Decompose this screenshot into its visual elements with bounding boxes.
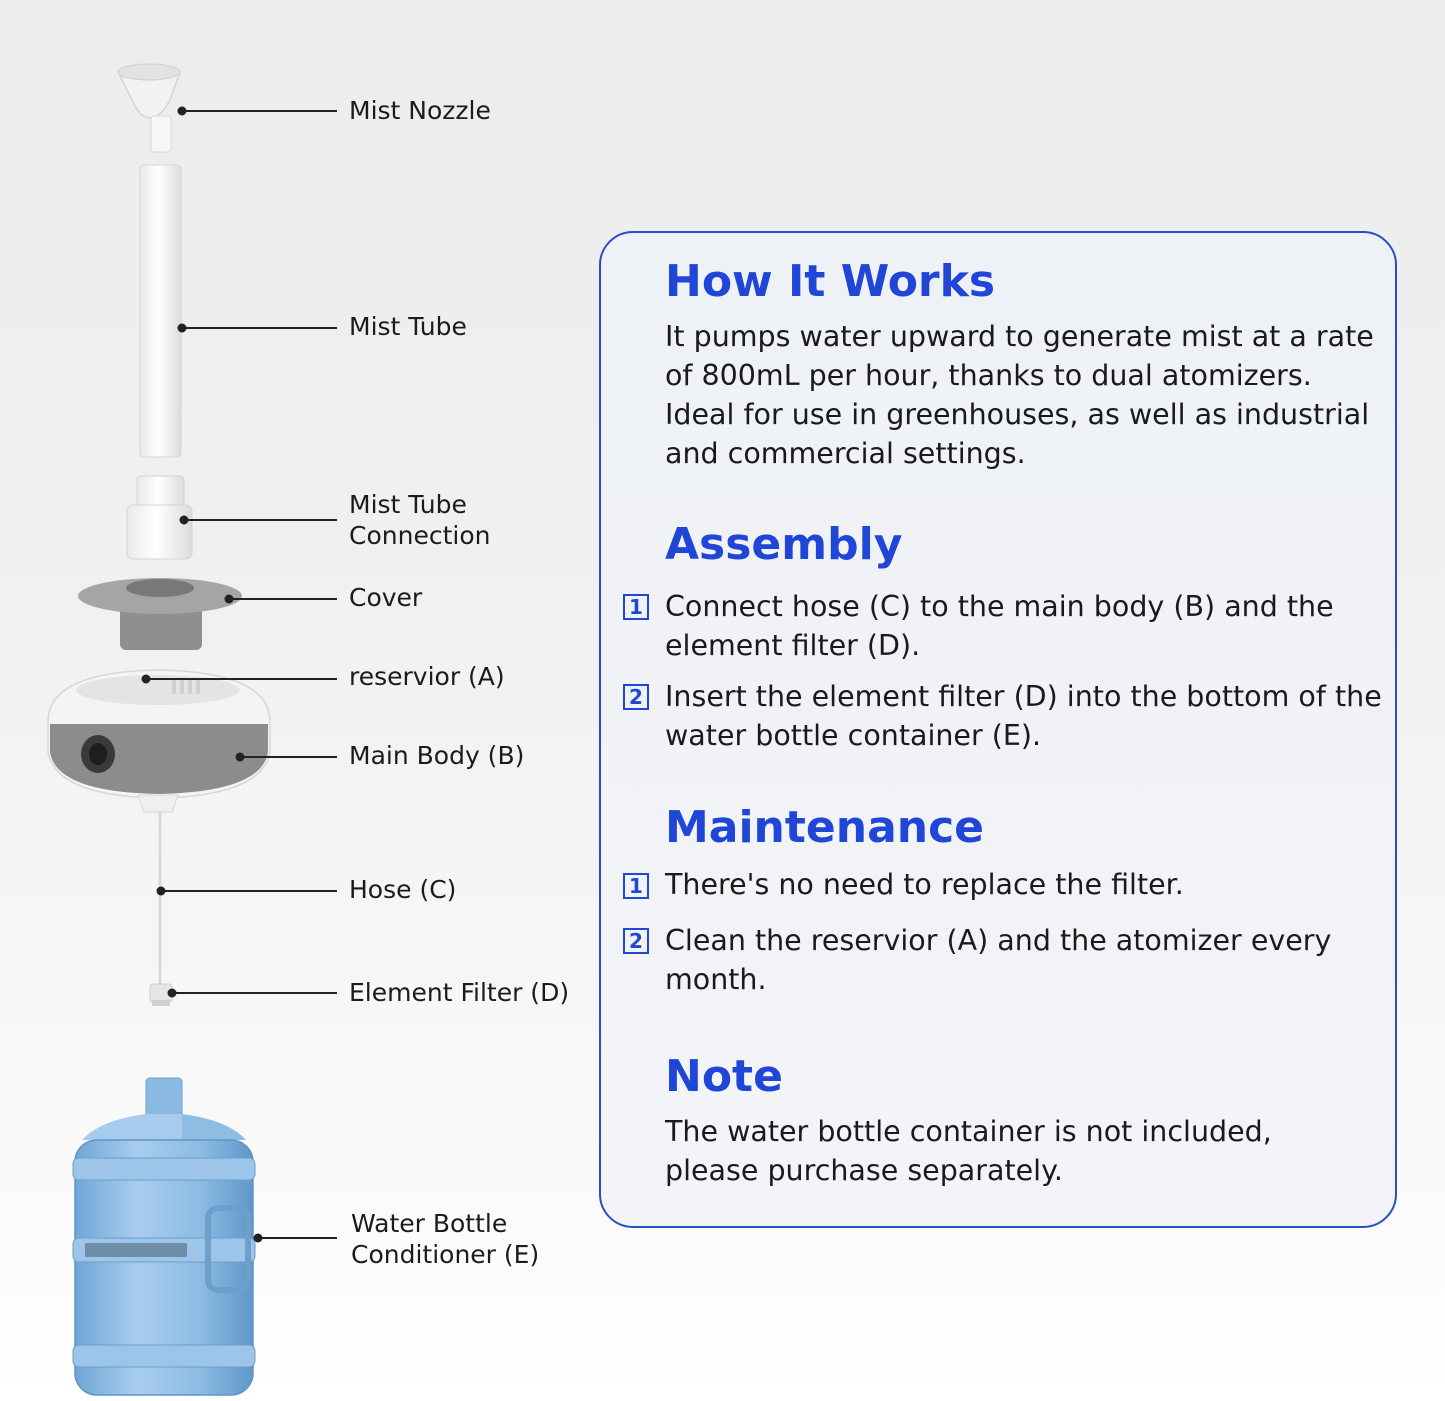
how-it-works-title: How It Works: [665, 256, 996, 307]
label-mist-tube-connection: Mist Tube Connection: [349, 490, 491, 550]
label-mist-nozzle: Mist Nozzle: [349, 96, 491, 125]
label-reservoir: reservior (A): [349, 662, 505, 691]
assembly-step-2-number: 2: [623, 684, 649, 710]
label-water-bottle: Water Bottle Conditioner (E): [351, 1209, 540, 1269]
note-body: The water bottle container is not included, please purchase separately.: [665, 1115, 1272, 1187]
label-mist-tube: Mist Tube: [349, 312, 467, 341]
assembly-step-1-text: Connect hose (C) to the main body (B) and the element filter (D).: [665, 590, 1334, 662]
cover-part: [78, 578, 242, 650]
label-hose: Hose (C): [349, 875, 457, 904]
main-body-part: [48, 670, 270, 812]
water-bottle-part: [73, 1078, 255, 1395]
label-element-filter: Element Filter (D): [349, 978, 570, 1007]
assembly-title: Assembly: [665, 519, 903, 570]
label-cover: Cover: [349, 583, 423, 612]
how-it-works-body: It pumps water upward to generate mist at a rate of 800mL per hour, thanks to dual atomizers. Ideal for use in greenhouses, as well as industrial and commercial settings.: [665, 320, 1374, 470]
label-main-body: Main Body (B): [349, 741, 525, 770]
mist-nozzle-part: [118, 64, 180, 152]
maintenance-title: Maintenance: [665, 802, 985, 853]
mist-tube-part: [140, 165, 181, 457]
maintenance-step-2-number: 2: [623, 928, 649, 954]
note-title: Note: [665, 1051, 783, 1102]
assembly-step-1-number: 1: [623, 594, 649, 620]
maintenance-step-1-text: There's no need to replace the filter.: [665, 868, 1184, 901]
maintenance-step-1-number: 1: [623, 873, 649, 899]
maintenance-step-2-text: Clean the reservior (A) and the atomizer every month.: [665, 924, 1332, 996]
assembly-step-2-text: Insert the element filter (D) into the bottom of the water bottle container (E).: [665, 680, 1382, 752]
exploded-diagram: [0, 0, 600, 1401]
